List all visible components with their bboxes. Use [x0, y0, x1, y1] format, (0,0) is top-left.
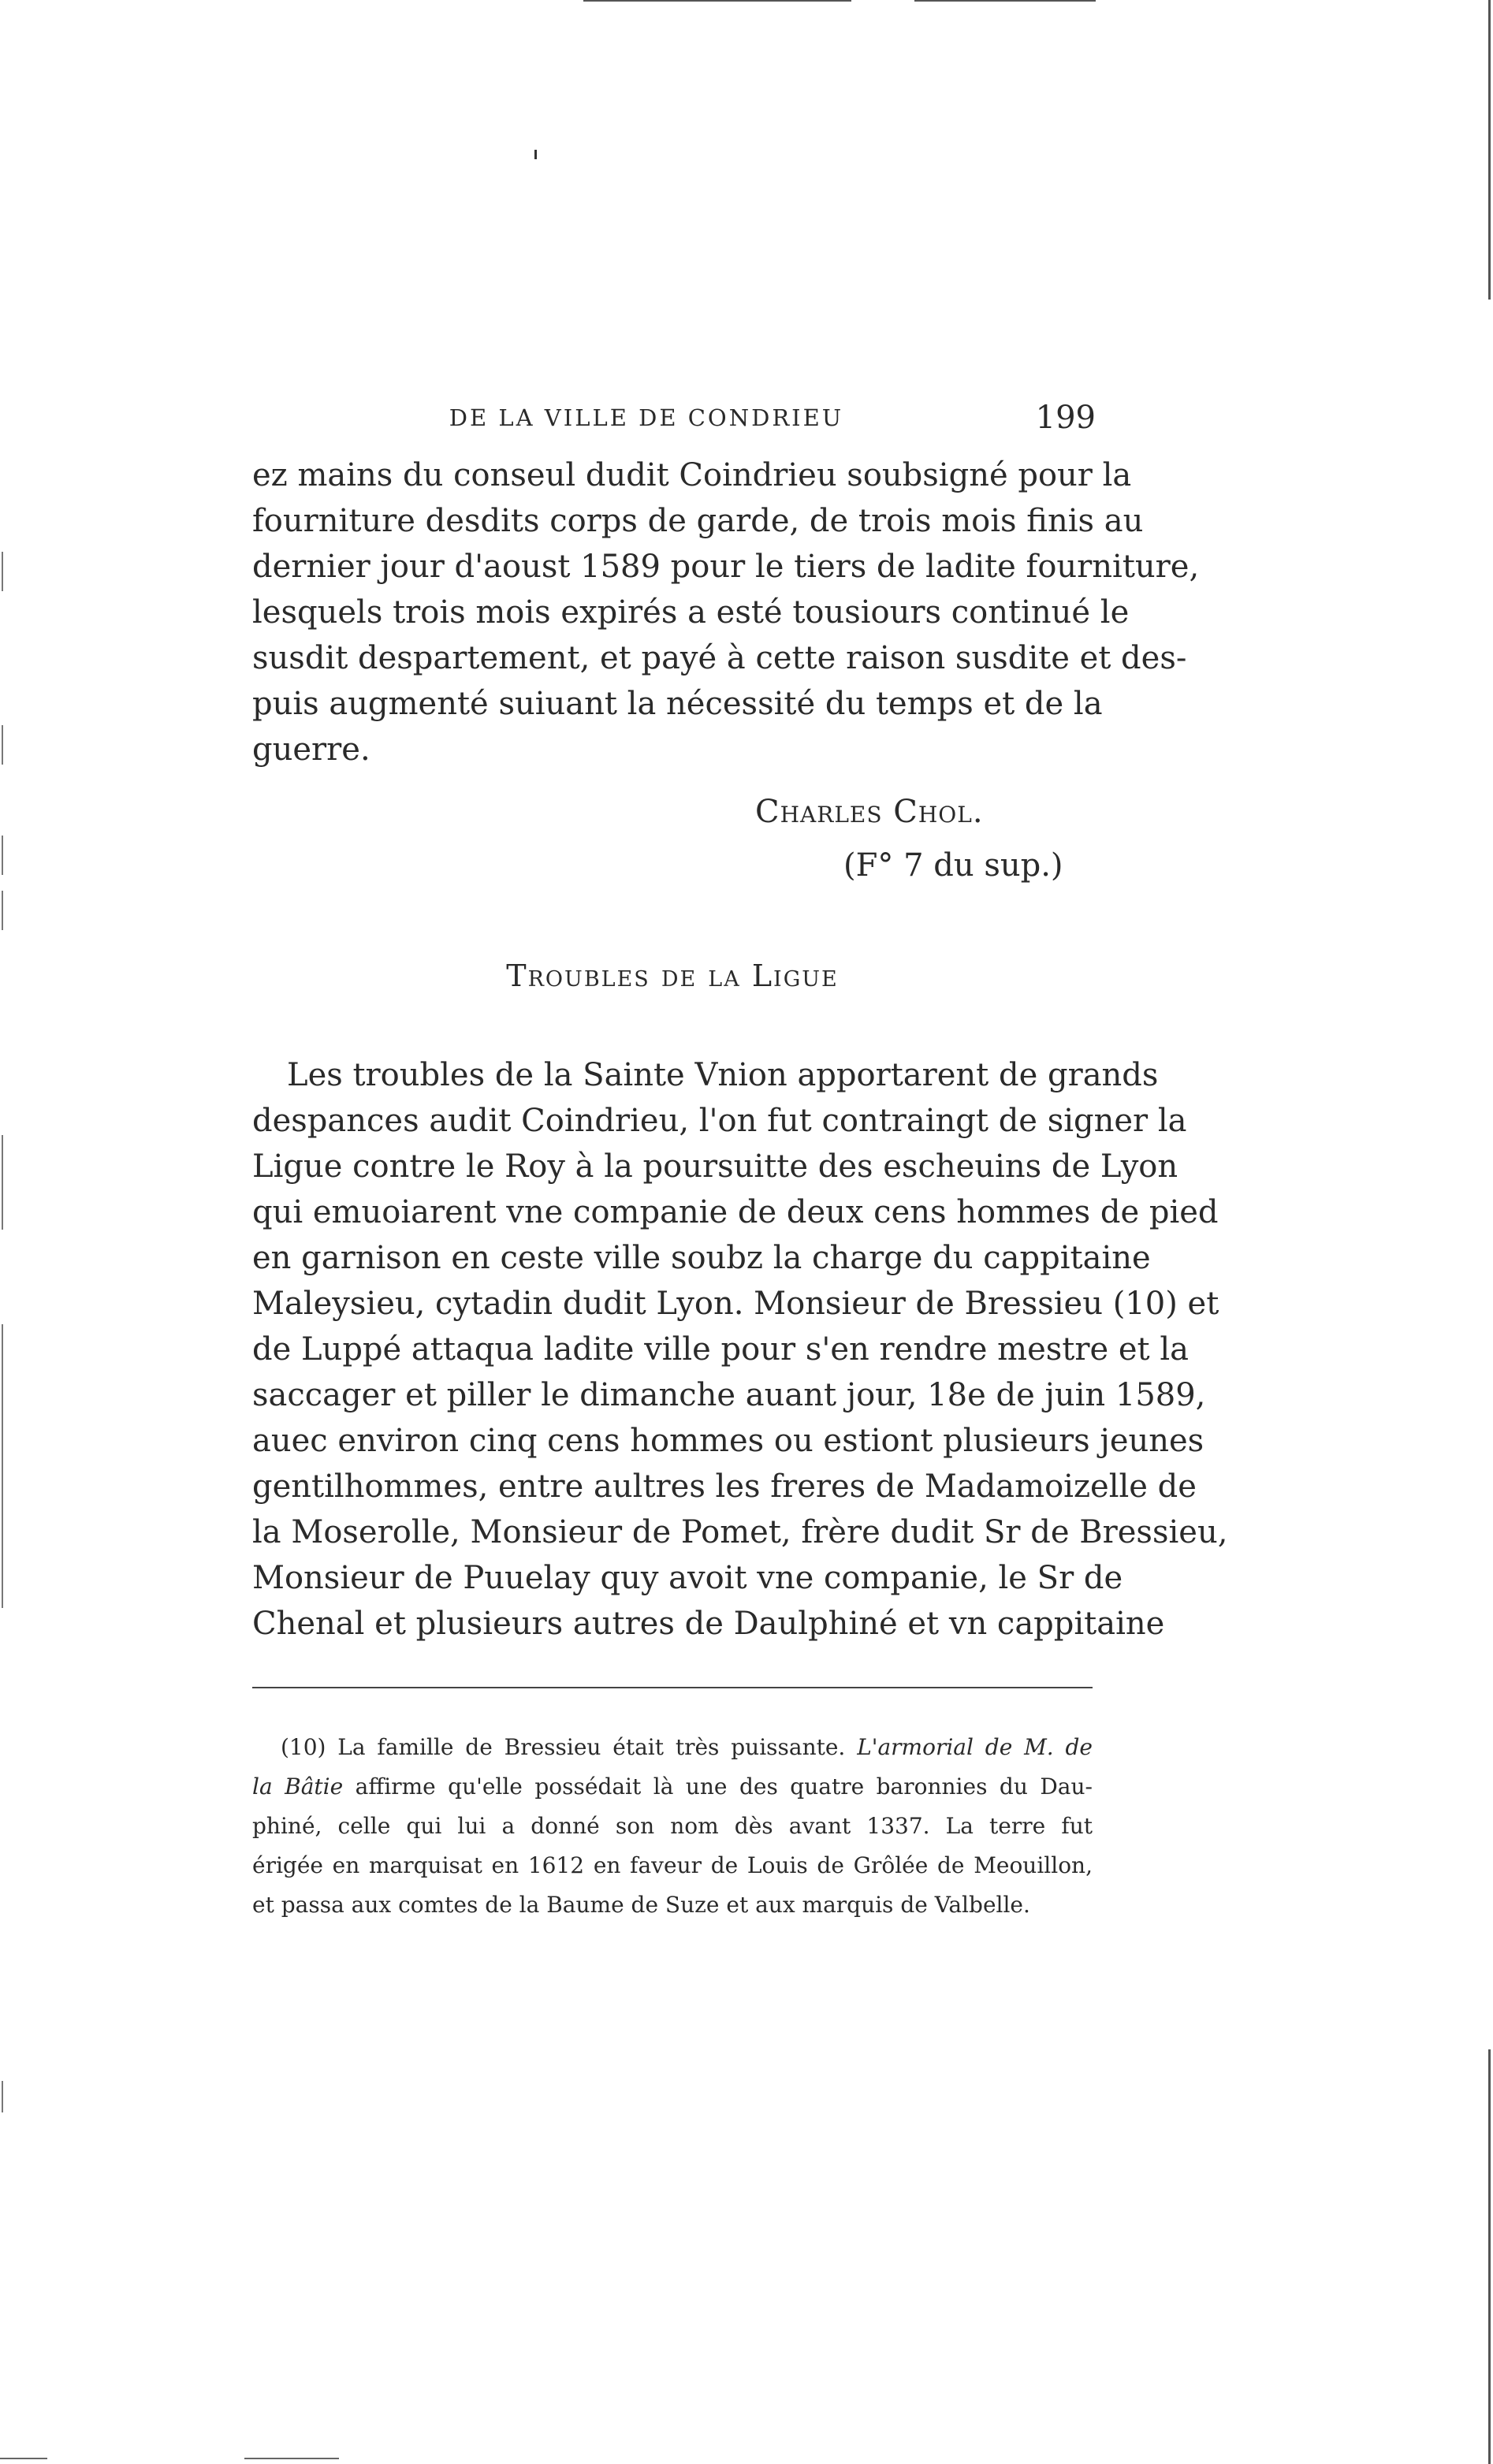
footnote-text: affirme qu'elle possédait là une des quatre baronnies du Dau-	[355, 1774, 1093, 1800]
running-title: DE LA VILLE DE CONDRIEU	[449, 404, 844, 431]
text-line: fourniture desdits corps de garde, de trois mois finis au	[252, 503, 1144, 539]
scan-edge-line	[0, 2458, 47, 2459]
text-line: de Luppé attaqua ladite ville pour s'en rendre mestre et la	[252, 1331, 1189, 1368]
text-line: puis augmenté suiuant la nécessité du temps et de la	[252, 686, 1103, 722]
footnote-text: (10) La famille de Bressieu était très puissante.	[281, 1734, 846, 1760]
scan-edge-line	[583, 0, 851, 2]
text-line: en garnison en ceste ville soubz la charge du cappitaine	[252, 1240, 1151, 1276]
text-line: susdit despartement, et payé à cette raison susdite et des-	[252, 640, 1187, 676]
footnote-italic-text: la Bâtie	[252, 1774, 344, 1800]
scan-edge-mark	[2, 725, 3, 765]
scan-edge-line	[914, 0, 1096, 2]
page-number: 199	[1035, 400, 1096, 436]
text-line: gentilhommes, entre aultres les freres de Madamoizelle de	[252, 1468, 1197, 1505]
folio-reference: (F° 7 du sup.)	[843, 847, 1063, 884]
footnote-line	[252, 1767, 1093, 1807]
continuation-paragraph	[252, 452, 1200, 772]
scan-edge-line	[1488, 0, 1491, 300]
signature: Charles Chol.	[755, 794, 984, 830]
text-line: ez mains du conseul dudit Coindrieu soubsigné pour la	[252, 457, 1132, 493]
text-line: lesquels trois mois expirés a esté tousiours continué le	[252, 594, 1130, 631]
section-title: Troubles de la Ligue	[506, 958, 839, 993]
footnote-line	[252, 1728, 1093, 1767]
scan-edge-mark	[2, 1324, 3, 1608]
scan-edge-mark	[2, 836, 3, 875]
scan-edge-mark	[2, 552, 3, 591]
scan-edge-mark	[2, 1135, 3, 1230]
text-line: Maleysieu, cytadin dudit Lyon. Monsieur de Bressieu (10) et	[252, 1286, 1219, 1322]
footnote	[252, 1728, 1093, 1925]
text-line: guerre.	[252, 731, 370, 768]
section-paragraph	[252, 1052, 1228, 1647]
text-line: la Moserolle, Monsieur de Pomet, frère dudit Sr de Bressieu,	[252, 1514, 1228, 1550]
text-line: despances audit Coindrieu, l'on fut contraingt de signer la	[252, 1103, 1187, 1139]
text-line: qui emuoiarent vne companie de deux cens hommes de pied	[252, 1194, 1219, 1230]
text-line: Chenal et plusieurs autres de Daulphiné et vn cappitaine	[252, 1606, 1165, 1642]
footnote-line: phiné, celle qui lui a donné son nom dès avant 1337. La terre fut	[252, 1813, 1093, 1839]
footnote-line: et passa aux comtes de la Baume de Suze et aux marquis de Valbelle.	[252, 1892, 1030, 1918]
footnote-italic-text: L'armorial de M. de	[857, 1734, 1093, 1760]
text-line: Ligue contre le Roy à la poursuitte des escheuins de Lyon	[252, 1148, 1178, 1185]
text-line: auec environ cinq cens hommes ou estiont plusieurs jeunes	[252, 1423, 1204, 1459]
scan-edge-line	[1488, 2049, 1491, 2464]
footnote-line: érigée en marquisat en 1612 en faveur de Louis de Grôlée de Meouillon,	[252, 1852, 1093, 1878]
footnote-divider	[252, 1687, 1093, 1688]
scan-edge-line	[244, 2458, 339, 2459]
scan-edge-mark	[2, 2081, 3, 2112]
text-line: saccager et piller le dimanche auant jour, 18e de juin 1589,	[252, 1377, 1206, 1413]
running-head	[252, 394, 1104, 441]
scan-speck	[534, 150, 537, 159]
text-line: Monsieur de Puuelay quy avoit vne companie, le Sr de	[252, 1560, 1123, 1596]
text-line: dernier jour d'aoust 1589 pour le tiers de ladite fourniture,	[252, 549, 1200, 585]
text-line: Les troubles de la Sainte Vnion apportarent de grands	[287, 1057, 1159, 1093]
scan-edge-mark	[2, 891, 3, 930]
